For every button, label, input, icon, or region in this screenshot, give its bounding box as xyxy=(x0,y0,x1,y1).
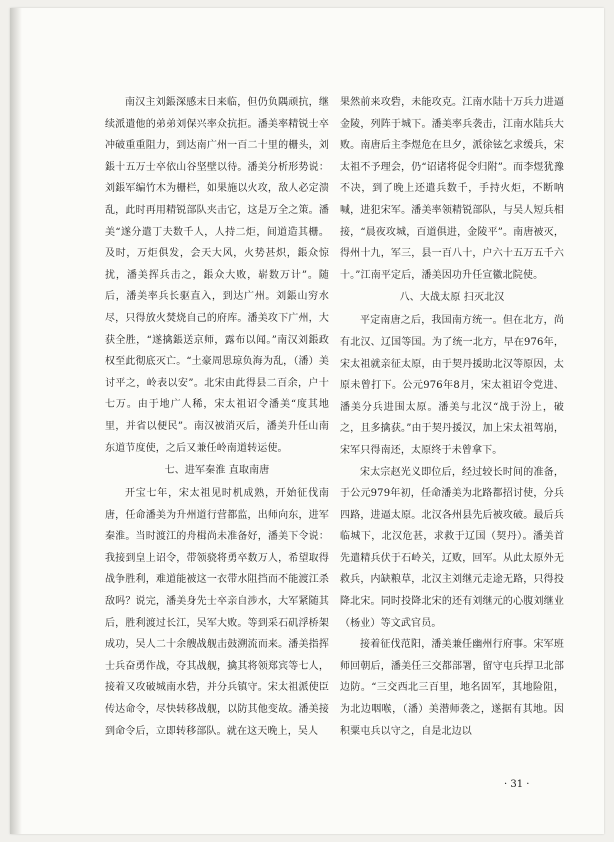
scan-edge-shadow xyxy=(10,8,22,834)
right-column xyxy=(340,92,564,742)
section-heading: 八、大战太原 扫灭北汉 xyxy=(399,292,505,304)
left-column xyxy=(105,92,329,742)
paragraph: 南汉主刘鋹深感末日来临，但仍负隅顽抗，继续派遣他的弟弟刘保兴率众抗拒。潘美率精锐士卒冲破重重阻力，到达南广州一百二十里的栅头，刘鋹十五万士卒依山谷坚壁以待。潘美分析形势说：刘鋹军编竹木为栅栏，如果施以火攻，敌人必定溃乱，此时再用精锐部队夹击它，这是万全之策。潘美“遂分遣丁夫数千人，人持二炬，间道造其栅。及时，万炬俱发，会天大风，火势甚炽，鋹众惊扰，潘美挥兵击之，鋹众大败，崭数万计”。随后，潘美率兵长驱直入，到达广州。刘鋹山穷水尽，只得放火焚烧自己的府库。潘美攻下广州，大获全胜，“遂擒鋹送京师，露布以闻。”南汉刘鋹政权至此彻底灭亡。“土豪周思琼负海为乱，（潘）美讨平之，岭表以安”。北宋由此得县二百余，户十七万。由于地广人稀，宋太祖诏令潘美“度其地里，并省以便民”。南汉被消灭后，潘美升任山南东道节度使，之后又兼任岭南道转运使。 xyxy=(105,97,329,454)
paragraph: 宋太宗赵光义即位后，经过较长时间的准备，于公元979年初，任命潘美为北路都招讨使，分兵四路，进逼太原。北汉各州县先后被攻破。最后兵临城下，北汉危甚，求救于辽国（契丹）。潘美首先遣精兵伏于石岭关，辽败，回军。从此太原外无救兵，内缺粮草，北汉主刘继元走途无路，只得投降北宋。同时投降北宋的还有刘继元的心腹刘继业（杨业）等文武官员。 xyxy=(340,466,564,629)
paragraph: 平定南唐之后，我国南方统一。但在北方，尚有北汉、辽国等国。为了统一北方，早在976年，宋太祖就亲征太原，由于契丹援助北汉等原因，太原未曾打下。公元976年8月，宋太祖诏令党进、潘美分兵进围太原。潘美与北汉“战于汾上，破之，且多擒获。”由于契丹援汉，加上宋太祖驾崩，宋军只得南还，太原终于未曾拿下。 xyxy=(340,315,564,456)
section-heading: 七、进军秦淮 直取南唐 xyxy=(164,465,270,477)
document-page xyxy=(10,8,604,834)
page-number: · 31 · xyxy=(504,779,530,790)
paragraph: 开宝七年，宋太祖见时机成熟，开始征伐南唐，任命潘美为升州道行营都监，出师向东，进军秦淮。当时渡江的舟楫尚未准备好，潘美下令说：我接到皇上诏令，带领骁将勇卒数万人，希望取得战争胜利，难道能被这一衣带水阻挡而不能渡江杀敌吗？说完，潘美身先士卒亲自涉水，大军紧随其后，胜利渡过长江，吴军大败。等到采石矶浮桥架成功，吴人二十余艘战舰击鼓溯流而来。潘美指挥士兵奋勇作战，夺其战舰，擒其将领郑宾等七人，接着又攻破城南水砦，并分兵镇守。宋太祖派使臣传达命令，尽快转移战舰，以防其他变故。潘美接到命令后，立即转移部队。就在这天晚上，吴人 xyxy=(105,488,329,737)
paragraph: 果然前来攻砦，未能攻克。江南水陆十万兵力进逼金陵，列阵于城下。潘美率兵袭击，江南水陆兵大败。南唐后主李煜危在旦夕，派徐铉乞求缓兵，宋太祖不予理会，仍“诏诸将促令归附”。而李煜犹豫不决，到了晚上还遣兵数千，手持火炬，不断呐喊，进犯宋军。潘美率领精锐部队，与吴人短兵相接，“晨夜攻城，百道俱进，金陵平”。南唐被灭，得州十九，军三，县一百八十，户六十五万五千六十。”江南平定后，潘美因功升任宣徽北院使。 xyxy=(340,97,564,281)
paragraph: 接着征伐范阳，潘美兼任幽州行府事。宋军班师回朝后，潘美任三交都部署，留守屯兵捍卫北部边防。“三交西北三百里，地名固军，其地险阻，为北边咽喉，（潘）美潜师袭之，遂据有其地。因积粟屯兵以守之，自是北边以 xyxy=(340,639,564,737)
